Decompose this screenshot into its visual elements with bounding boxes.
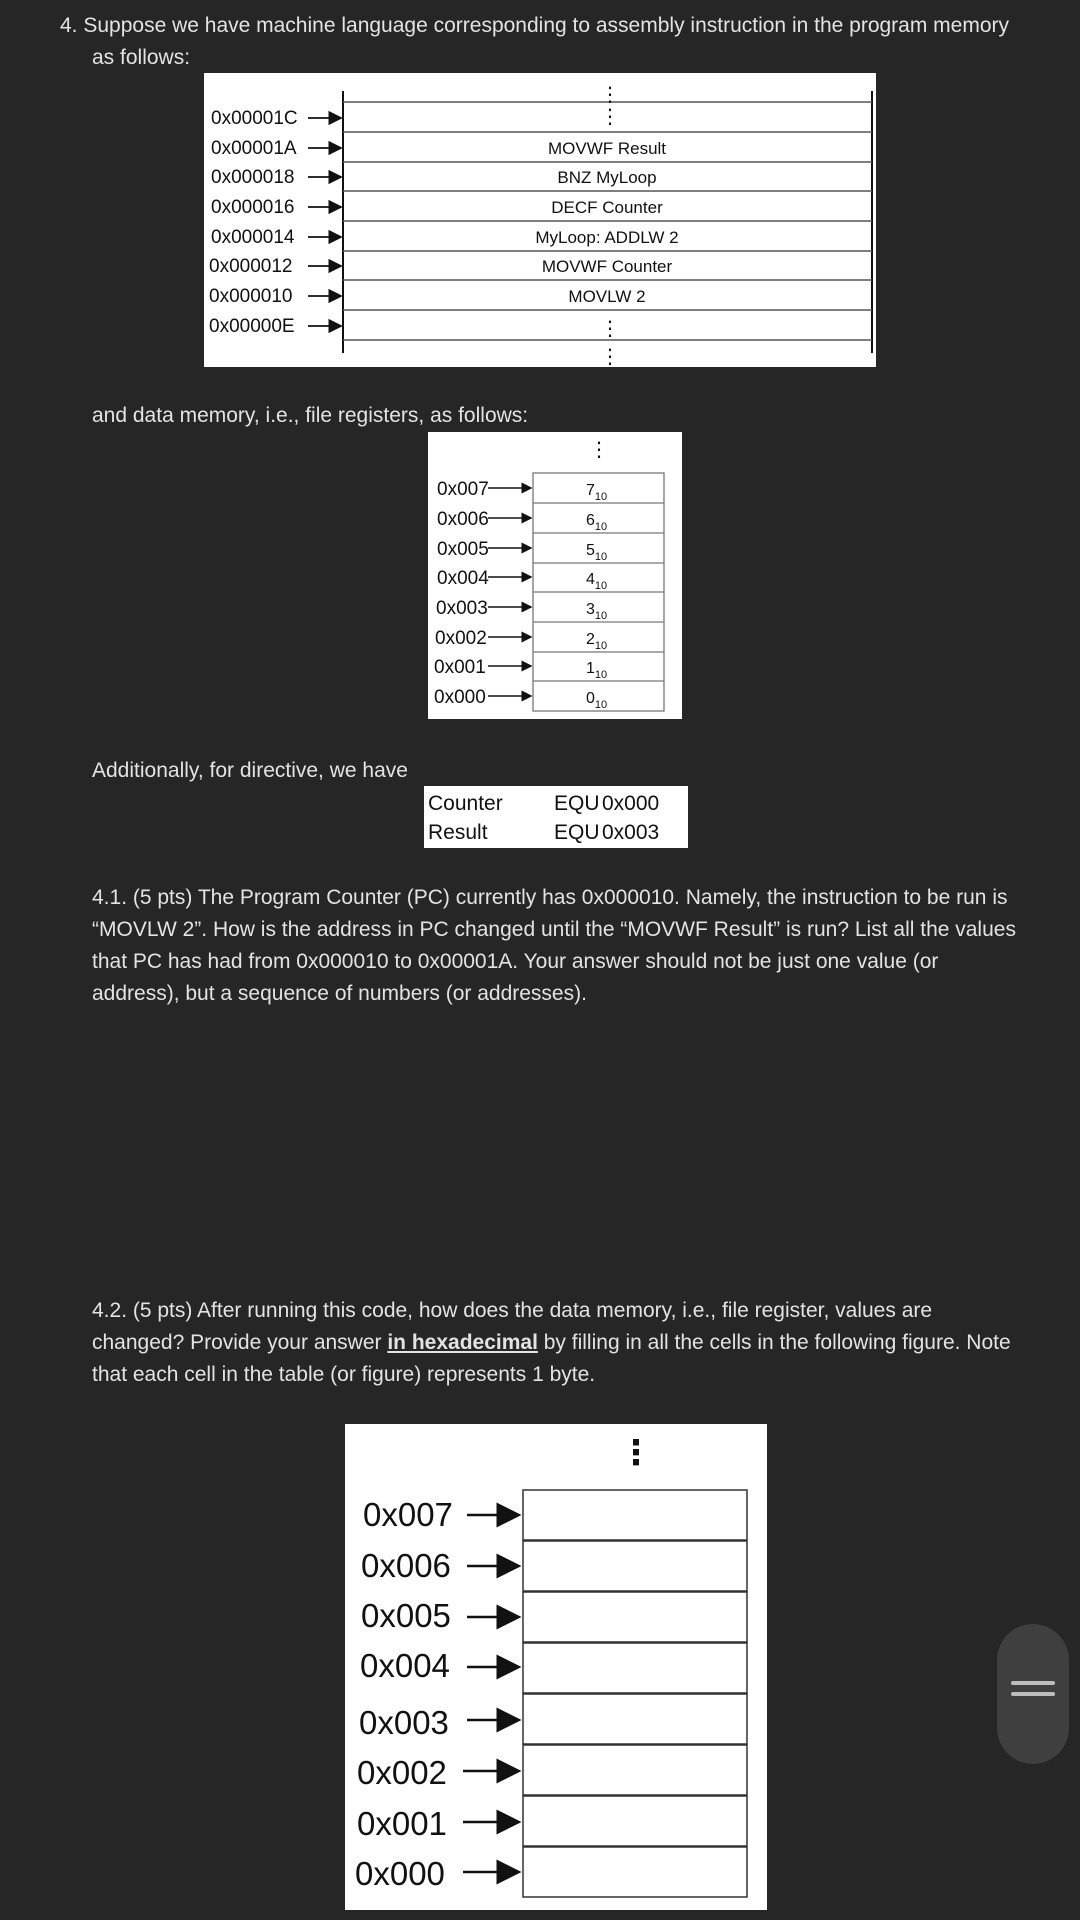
dm-address: 0x001 [434,657,486,678]
q42-text: by filling in all the cells in the following figure. Note [537,1331,1011,1354]
pm-address: 0x00001C [211,108,298,129]
grip-line-icon [1011,1692,1055,1696]
question-title [60,10,1020,74]
answer-ellipsis: ⋮ [619,1434,653,1472]
q42-text: changed? Provide your answer [92,1331,388,1354]
answer-address: 0x005 [361,1597,451,1634]
dm-address: 0x002 [435,628,487,649]
directive-label: Result [428,821,488,844]
directive-op: EQU [554,792,600,815]
answer-cell[interactable] [523,1643,747,1693]
directive-value: 0x003 [602,821,660,844]
question-title-line2: as follows: [92,46,191,69]
scroll-handle[interactable] [997,1624,1069,1764]
answer-cell[interactable] [523,1847,747,1897]
answer-cell[interactable] [523,1541,747,1591]
pm-instruction: DECF Counter [551,198,663,217]
answer-cell[interactable] [523,1490,747,1540]
dm-address: 0x003 [436,598,488,619]
directive-intro: Additionally, for directive, we have [92,759,408,782]
pm-instruction: MyLoop: ADDLW 2 [535,228,679,247]
q42-line: that each cell in the table (or figure) represents 1 byte. [92,1363,596,1386]
dm-value: $2_{10}$ [586,631,608,652]
dm-address: 0x007 [437,479,489,500]
dm-ellipsis: ⋮ [589,439,609,461]
q42-line: 4.2. (5 pts) After running this code, how does the data memory, i.e., file register, values are [92,1299,933,1322]
pm-address: 0x000016 [211,197,295,218]
answer-address: 0x002 [357,1754,447,1791]
pm-instruction: MOVWF Result [547,139,667,158]
dm-value: $0_{10}$ [586,690,608,711]
pm-ellipsis-top: ⋮ [600,84,620,106]
dm-value: $1_{10}$ [586,660,608,681]
directive-label: Counter [428,792,503,815]
dm-value: $6_{10}$ [586,512,608,533]
pm-ellipsis-bottom-2: ⋮ [600,346,620,367]
pm-instruction: MOVLW 2 [568,287,646,306]
question-4-2 [92,1295,1022,1391]
pm-address: 0x000014 [211,227,295,248]
data-memory-figure [428,432,682,719]
dm-value: $3_{10}$ [586,601,608,622]
directive-box [424,786,688,848]
answer-address: 0x007 [363,1496,453,1533]
q41-line: address), but a sequence of numbers (or addresses). [92,982,587,1005]
q41-line: 4.1. (5 pts) The Program Counter (PC) currently has 0x000010. Namely, the instruction to be run is [92,886,1008,909]
data-memory-intro: and data memory, i.e., file registers, as follows: [92,404,529,427]
pm-ellipsis-top-2: ⋮ [600,106,620,128]
dm-value: $4_{10}$ [586,571,608,592]
pm-address: 0x000012 [209,256,293,277]
dm-value: $7_{10}$ [586,482,608,503]
program-memory-figure [204,73,876,367]
pm-ellipsis-bottom: ⋮ [600,318,620,340]
answer-cell[interactable] [523,1592,747,1642]
pm-address: 0x000018 [211,167,295,188]
answer-cell[interactable] [523,1694,747,1744]
pm-instruction: BNZ MyLoop [557,168,657,187]
pm-address: 0x000010 [209,286,293,307]
answer-table-figure [345,1424,767,1910]
pm-address: 0x00001A [211,138,297,159]
q42-line [92,1327,1022,1359]
pm-address: 0x00000E [209,316,295,337]
dm-address: 0x000 [434,687,486,708]
answer-address: 0x004 [360,1647,450,1684]
dm-value: $5_{10}$ [586,542,608,563]
question-4-1 [92,882,1022,1010]
answer-cell[interactable] [523,1796,747,1846]
q41-line: “MOVLW 2”. How is the address in PC changed until the “MOVWF Result” is run? List all the values [92,918,1016,941]
q42-emphasis: in hexadecimal [387,1331,538,1354]
answer-address: 0x003 [359,1704,449,1741]
dm-address: 0x005 [437,539,489,560]
directive-value: 0x000 [602,792,660,815]
dm-address: 0x004 [437,568,489,589]
answer-address: 0x000 [355,1855,445,1892]
directive-op: EQU [554,821,600,844]
answer-address: 0x001 [357,1805,447,1842]
answer-cell[interactable] [523,1745,747,1795]
answer-address: 0x006 [361,1547,451,1584]
dm-address: 0x006 [437,509,489,530]
pm-instruction: MOVWF Counter [541,257,673,276]
q41-line: that PC has had from 0x000010 to 0x00001A. Your answer should not be just one value (or [92,950,939,973]
grip-line-icon [1011,1681,1055,1685]
question-title-line1: 4. Suppose we have machine language corresponding to assembly instruction in the program memory [60,14,1010,37]
